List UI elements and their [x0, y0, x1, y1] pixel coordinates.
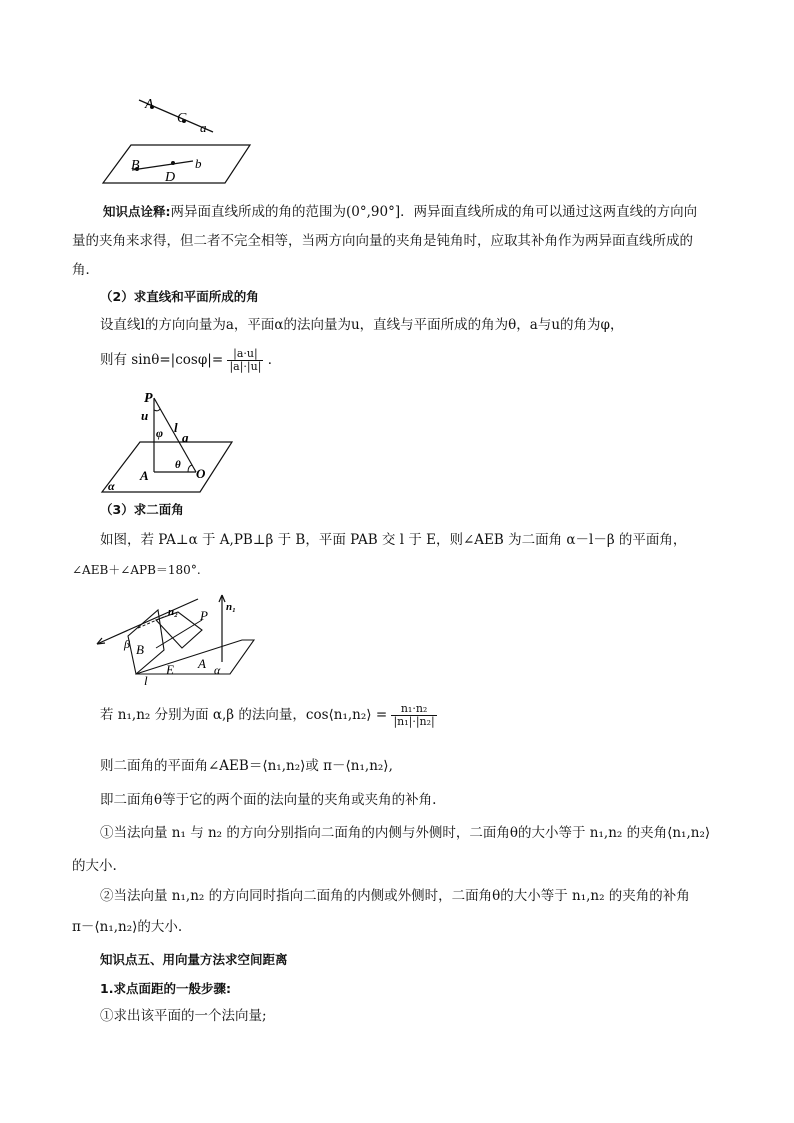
label-B: B — [131, 158, 140, 173]
para1-text1: 两异面直线所成的角的范围为(0°,90°]．两异面直线所成的角可以通过这两直线的方向向 — [170, 204, 698, 220]
label-B: B — [136, 642, 144, 657]
label-A: A — [145, 97, 154, 112]
sec3b-item2b: π－⟨n₁,n₂⟩的大小. — [72, 919, 183, 935]
label-A: A — [140, 468, 149, 483]
point-D — [171, 161, 175, 165]
sec5-item1: ①求出该平面的一个法向量; — [100, 1008, 267, 1024]
label-l: l — [174, 420, 178, 435]
sec2-heading: （2）求直线和平面所成的角 — [100, 289, 259, 304]
sec2-line2 — [100, 348, 281, 373]
figure-line-plane — [98, 390, 238, 498]
figure-skew-lines — [95, 95, 255, 190]
para1-line1 — [103, 202, 697, 222]
sec2-formula-pre: 则有 sinθ=|cosφ|= — [100, 352, 224, 368]
label-P: P — [144, 391, 153, 406]
sec5-heading: 知识点五、用向量方法求空间距离 — [100, 952, 288, 967]
sec2-frac-num: |a·u| — [227, 348, 263, 361]
sec3b-line2: 则二面角的平面角∠AEB＝⟨n₁,n₂⟩或 π－⟨n₁,n₂⟩, — [100, 758, 393, 774]
arc-theta — [188, 465, 192, 472]
sec2-line1: 设直线l的方向向量为a，平面α的法向量为u，直线与平面所成的角为θ，a与u的角为φ， — [100, 317, 624, 333]
sec3b-line1 — [100, 703, 437, 728]
line-b — [132, 161, 193, 170]
sec3-heading: （3）求二面角 — [100, 502, 184, 517]
label-a: a — [182, 430, 189, 445]
sec3b-item1a: ①当法向量 n₁ 与 n₂ 的方向分别指向二面角的内侧与外侧时，二面角θ的大小等于 n₁,n₂ 的夹角⟨n₁,n₂⟩ — [100, 825, 711, 841]
label-n2: n₂ — [168, 606, 178, 618]
sec3b-frac-den: |n₁|·|n₂| — [393, 715, 435, 728]
sec3b-fraction — [391, 703, 436, 728]
para1-lead: 知识点诠释: — [103, 204, 171, 219]
sec3b-frac-num: n₁·n₂ — [391, 703, 436, 716]
arc-phi — [154, 409, 160, 411]
label-alpha: α — [214, 663, 221, 677]
label-P: P — [200, 608, 208, 623]
sec3b-item2a: ②当法向量 n₁,n₂ 的方向同时指向二面角的内侧或外侧时，二面角θ的大小等于 n₁,n₂ 的夹角的补角 — [100, 888, 690, 904]
sec2-fraction — [227, 348, 263, 373]
sec3-line2: ∠AEB＋∠APB＝180°. — [72, 563, 201, 577]
sec2-frac-den: |a|·|u| — [229, 360, 262, 373]
label-u: u — [141, 408, 149, 423]
label-C: C — [177, 111, 187, 126]
label-a: a — [200, 120, 207, 135]
label-b: b — [195, 156, 202, 171]
sec3-line1: 如图，若 PA⊥α 于 A,PB⊥β 于 B，平面 PAB 交 l 于 E，则∠AEB 为二面角 α－l－β 的平面角， — [100, 532, 687, 548]
label-A: A — [198, 656, 206, 671]
label-l: l — [144, 673, 148, 688]
plane-alpha — [102, 442, 232, 492]
label-phi: φ — [156, 426, 164, 440]
label-D: D — [165, 170, 176, 185]
sec3b-formula-pre: 若 n₁,n₂ 分别为面 α,β 的法向量，cos⟨n₁,n₂⟩ = — [100, 707, 388, 723]
label-E: E — [166, 662, 174, 677]
line-PE — [156, 620, 202, 648]
label-beta: β — [124, 637, 130, 651]
line-l — [97, 599, 198, 644]
sec2-formula-post: ． — [267, 352, 282, 368]
para1-line2: 量的夹角来求得，但二者不完全相等，当两方向向量的夹角是钝角时，应取其补角作为两异面直线所成的 — [72, 233, 693, 249]
label-n1: n₁ — [226, 601, 236, 613]
sec3b-line3: 即二面角θ等于它的两个面的法向量的夹角或夹角的补角. — [100, 792, 437, 808]
sec5-sub: 1.求点面距的一般步骤: — [100, 981, 231, 996]
figure-dihedral-angle — [92, 590, 272, 690]
sec3b-item1b: 的大小. — [72, 858, 117, 874]
label-theta: θ — [175, 459, 181, 471]
label-alpha: α — [108, 479, 115, 493]
plane-alpha — [136, 640, 254, 674]
para1-line3: 角． — [72, 262, 99, 278]
label-O: O — [196, 466, 206, 481]
